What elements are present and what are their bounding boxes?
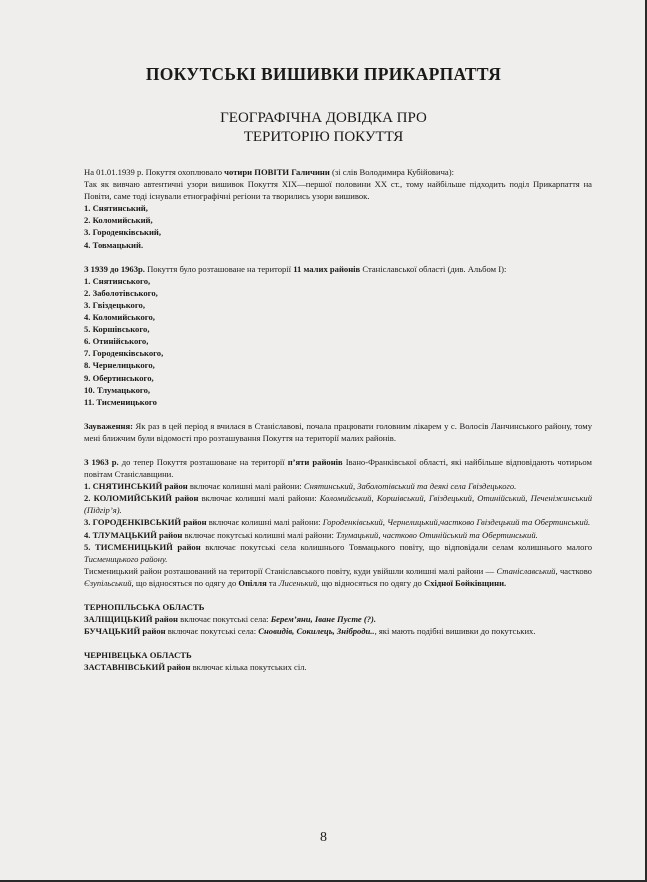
district-entry bbox=[84, 541, 592, 565]
text-run-bold: З 1963 р. bbox=[84, 456, 119, 467]
list-item: 4. Коломийського, bbox=[84, 312, 155, 323]
district-entry bbox=[84, 625, 592, 637]
text-run-italic: Городенківський, Чернелицький,частково Гвіздецький та Обертинський. bbox=[322, 517, 591, 528]
district-name: 4. ТЛУМАЦЬКИЙ район bbox=[84, 529, 183, 540]
list-item: 9. Обертинського, bbox=[84, 372, 154, 383]
text-run: включає колишні малі райони: bbox=[187, 481, 304, 492]
district-entry bbox=[84, 661, 592, 673]
text-run: На 01.01.1939 р. Покуття охоплювало bbox=[84, 167, 225, 177]
district-entry bbox=[84, 613, 592, 625]
text-run-bold: чотири ПОВІТИ Галичини bbox=[224, 167, 330, 177]
text-run: Івано-Франківської області, які найбільше відповідають чотирьом повітам Станіславщини. bbox=[84, 456, 593, 480]
list-item: 6. Отинійського, bbox=[84, 336, 149, 347]
text-run: (зі слів Володимира Кубійовича): bbox=[329, 167, 454, 177]
list-item: 2. Коломийський, bbox=[84, 215, 153, 226]
district-name: БУЧАЦЬКИЙ район bbox=[84, 626, 166, 637]
text-run-italic: Лисенький bbox=[278, 577, 318, 588]
region-heading-chernivtsi: ЧЕРНІВЕЦЬКА ОБЛАСТЬ bbox=[84, 650, 192, 661]
spacer bbox=[84, 637, 592, 649]
text-run: до тепер Покуття розташоване на території bbox=[118, 456, 288, 467]
list-item: 3. Гвіздецького, bbox=[84, 299, 145, 310]
text-run-italic: Тисменицького району. bbox=[84, 553, 168, 564]
district-entry bbox=[84, 480, 592, 492]
village-list: Берем’яни, Іване Пусте (?). bbox=[270, 614, 377, 625]
list-item: 2. Заболотівського, bbox=[84, 287, 158, 298]
district-entry bbox=[84, 516, 592, 528]
district-list bbox=[84, 275, 592, 408]
intro-paragraph-2: Так як вивчаю автентичні узори вишивок Покуття XIX—першої половини XX ст., тому найбільше підходить поділ Прикарпаття на Повіти, саме тоді існували етнографічні регіони та творились узори вишивок. bbox=[84, 179, 592, 202]
text-run-bold: Східної Бойківщини. bbox=[424, 577, 507, 588]
page-number: 8 bbox=[320, 830, 327, 845]
section-title-line-1: ГЕОГРАФІЧНА ДОВІДКА ПРО bbox=[220, 110, 427, 126]
text-run: , які мають подібні вишивки до покутських. bbox=[374, 626, 536, 637]
spacer bbox=[84, 408, 592, 420]
text-run: , що відносяться по одягу до bbox=[317, 577, 424, 588]
list-item: 10. Тлумацького, bbox=[84, 384, 151, 395]
text-run-bold: З 1939 до 1963р. bbox=[84, 263, 145, 274]
text-run: Як раз в цей період я вчилася в Станіславові, почала працювати головним лікарем у с. Волосів Ланчинського району, тому мені ближчим були відомості про розташування Покуття на території малих районів. bbox=[84, 420, 592, 443]
list-item: 7. Городенківського, bbox=[84, 348, 164, 359]
text-run: Станіславської області (див. Альбом I): bbox=[360, 263, 507, 274]
section-title bbox=[0, 109, 647, 147]
district-name: 2. КОЛОМИЙСЬКИЙ район bbox=[84, 493, 199, 504]
district-name: 5. ТИСМЕНИЦЬКИЙ район bbox=[84, 541, 201, 552]
note-paragraph bbox=[84, 420, 592, 444]
tysmenytsia-paragraph bbox=[84, 565, 592, 589]
text-run-italic: Станіславський bbox=[496, 565, 556, 576]
text-run-italic: Тлумацький, частково Отинійський та Обертинський. bbox=[336, 529, 538, 540]
note-label: Зауваження: bbox=[84, 420, 133, 431]
district-name: 1. СНЯТИНСЬКИЙ район bbox=[84, 481, 188, 492]
text-run: включає покутські села: bbox=[178, 614, 271, 625]
spacer bbox=[84, 444, 592, 456]
county-list bbox=[84, 202, 592, 250]
text-run: , що відносяться по одягу до bbox=[131, 577, 239, 588]
district-name: 3. ГОРОДЕНКІВСЬКИЙ район bbox=[84, 517, 207, 528]
text-run-bold: Опілля bbox=[238, 577, 267, 588]
district-entry bbox=[84, 492, 592, 516]
list-item: 8. Чернелицького, bbox=[84, 360, 155, 371]
district-name: ЗАСТАВНІВСЬКИЙ район bbox=[84, 662, 191, 673]
list-item: 1. Снятинський, bbox=[84, 203, 148, 214]
spacer bbox=[84, 251, 592, 263]
list-item: 5. Коршівського, bbox=[84, 324, 150, 335]
text-run: включає кілька покутських сіл. bbox=[190, 662, 307, 673]
text-run: включає покутські колишні малі райони: bbox=[182, 529, 337, 540]
text-run: включає покутські села: bbox=[165, 626, 259, 637]
period-1939-paragraph bbox=[84, 263, 592, 275]
region-heading-ternopil: ТЕРНОПІЛЬСЬКА ОБЛАСТЬ bbox=[84, 602, 205, 612]
intro-paragraph bbox=[84, 166, 592, 178]
district-name: ЗАЛІЩИЦЬКИЙ район bbox=[84, 614, 179, 625]
text-run: , частково bbox=[555, 565, 592, 576]
document-body bbox=[84, 166, 592, 673]
text-run: та bbox=[266, 577, 279, 588]
text-run-bold: п’яти районів bbox=[287, 456, 343, 467]
text-run-italic: Єзупільський bbox=[84, 577, 132, 588]
district-entry bbox=[84, 529, 592, 541]
page-title: ПОКУТСЬКІ ВИШИВКИ ПРИКАРПАТТЯ bbox=[145, 64, 502, 84]
text-run-bold: 11 малих районів bbox=[293, 263, 361, 274]
list-item: 3. Городенківський, bbox=[84, 227, 161, 238]
text-run: Тисменицький район розташований на території Станіславського повіту, куди увійшли колишні малі райони — bbox=[84, 565, 497, 576]
village-list: Сновидів, Сокилець, Зніброди.. bbox=[258, 626, 375, 637]
text-run-italic: Снятинський, Заболотівський та деякі села Гвіздецького. bbox=[303, 481, 517, 492]
text-run: включає колишні малі райони: bbox=[198, 493, 320, 504]
list-item: 4. Товмацький. bbox=[84, 239, 144, 250]
list-item: 1. Снятинського, bbox=[84, 275, 151, 286]
text-run-italic: Коломийський, Коршівський, Гвіздецький, Отинійський, Печеніжинський (Підгір’я). bbox=[84, 493, 592, 516]
text-run: включає покутські села колишнього Товмацького повіту, що відповідали селам колишнього малого bbox=[200, 541, 593, 552]
text-run: Покуття було розташоване на території bbox=[144, 263, 294, 274]
spacer bbox=[84, 589, 592, 601]
section-title-line-2: ТЕРИТОРІЮ ПОКУТТЯ bbox=[243, 129, 404, 145]
period-1963-paragraph bbox=[84, 456, 592, 480]
list-item: 11. Тисменицького bbox=[84, 396, 157, 407]
text-run: включає колишні малі райони: bbox=[206, 517, 323, 528]
